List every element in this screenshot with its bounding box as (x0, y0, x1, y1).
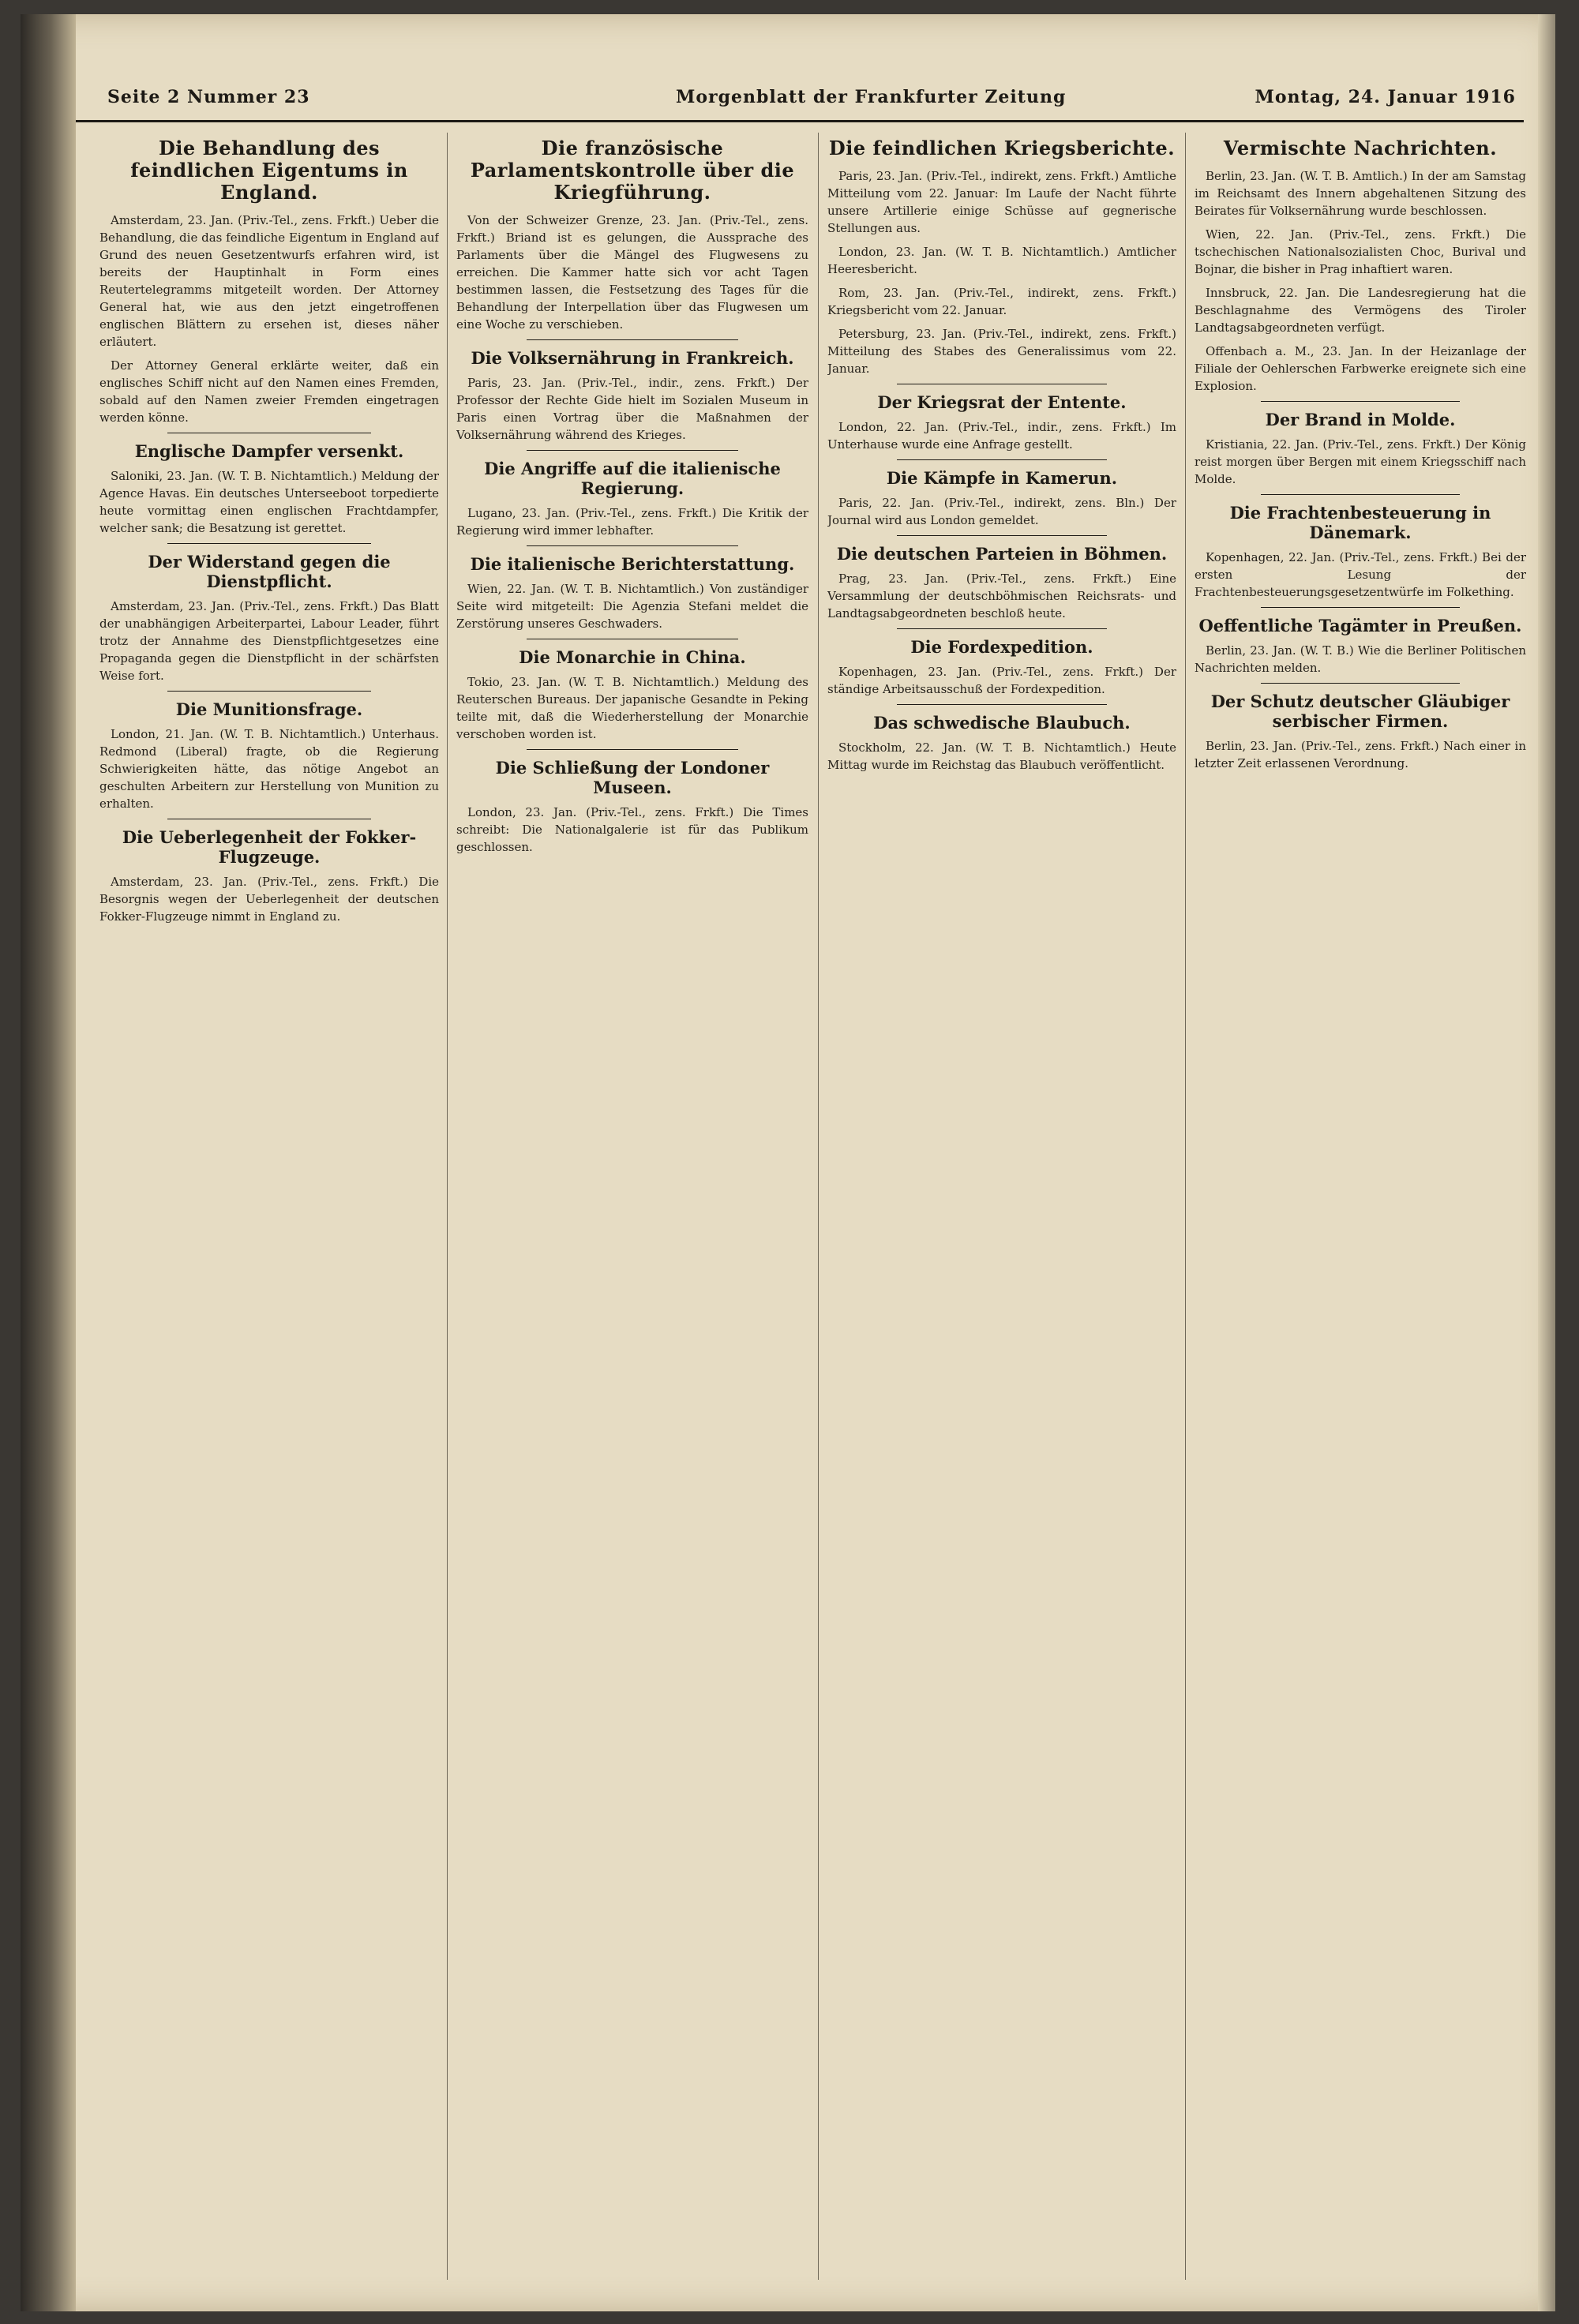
column-separator (818, 133, 819, 2280)
article-text: Kristiania, 22. Jan. (Priv.-Tel., zens. Frkft.) Der König reist morgen über Bergen mit einem Kriegsschiff nach Molde. (1195, 437, 1526, 486)
page-edge (1538, 14, 1555, 2311)
article-text: Innsbruck, 22. Jan. Die Landesregierung hat die Beschlagnahme des Vermögens des Tiroler Landtagsabgeordneten verfügt. (1195, 286, 1526, 335)
column-4 (1195, 133, 1526, 2280)
article-text: Wien, 22. Jan. (Priv.-Tel., zens. Frkft.) Die tschechischen Nationalsozialisten Choc, Burival und Bojnar, die bisher in Prag inhaftiert waren. (1195, 227, 1526, 276)
headline: Oeffentliche Tagämter in Preußen. (1198, 616, 1522, 635)
divider (527, 545, 738, 546)
headline: Die französische Parlamentskontrolle über die Kriegführung. (470, 137, 795, 204)
article-text: Berlin, 23. Jan. (Priv.-Tel., zens. Frkft.) Nach einer in letzter Zeit erlassenen Verordnung. (1195, 739, 1526, 770)
header-center: Morgenblatt der Frankfurter Zeitung (676, 87, 1067, 107)
article-text: Kopenhagen, 23. Jan. (Priv.-Tel., zens. Frkft.) Der ständige Arbeitsausschuß der Fordexpedition. (827, 665, 1176, 696)
column-1 (99, 133, 439, 2280)
divider (897, 459, 1106, 460)
article-text: London, 23. Jan. (W. T. B. Nichtamtlich.) Amtlicher Heeresbericht. (827, 245, 1176, 276)
article-text: Wien, 22. Jan. (W. T. B. Nichtamtlich.) Von zuständiger Seite wird mitgeteilt: Die Agenzia Stefani meldet die Zerstörung unseres Geschwaders. (456, 582, 808, 631)
headline: Die italienische Berichterstattung. (470, 554, 795, 574)
headline: Der Widerstand gegen die Dienstpflicht. (148, 552, 391, 591)
article-text: Von der Schweizer Grenze, 23. Jan. (Priv.-Tel., zens. Frkft.) Briand ist es gelungen, die Aussprache des Parlaments über die Mängel des Flugwesens zu erreichen. Die Kammer hatte sich vor acht Tagen bestimmen lassen, die Festsetzung des Tages für die Behandlung der Interpellation über das Flugwesen um eine Woche zu verschieben. (456, 213, 808, 332)
headline: Die Volksernährung in Frankreich. (471, 348, 794, 368)
article-text: Lugano, 23. Jan. (Priv.-Tel., zens. Frkft.) Die Kritik der Regierung wird immer lebhafter. (456, 506, 808, 538)
column-2 (456, 133, 808, 2280)
book-binding (21, 14, 76, 2311)
article-text: Kopenhagen, 22. Jan. (Priv.-Tel., zens. Frkft.) Bei der ersten Lesung der Frachtenbesteuerungsgesetzentwürfe im Folkething. (1195, 550, 1526, 599)
header-left: Seite 2 Nummer 23 (107, 87, 310, 107)
divider (1261, 401, 1460, 402)
headline: Der Schutz deutscher Gläubiger serbischer Firmen. (1210, 692, 1510, 731)
newspaper-page (21, 14, 1555, 2311)
divider (167, 691, 371, 692)
divider (1261, 683, 1460, 684)
column-3 (827, 133, 1176, 2280)
article-text: Der Attorney General erklärte weiter, daß ein englisches Schiff nicht auf den Namen eines Fremden, sobald auf den Namen zweier Fremden eingetragen werden könne. (99, 358, 439, 425)
headline: Die Munitionsfrage. (175, 699, 363, 719)
divider (167, 543, 371, 544)
headline: Englische Dampfer versenkt. (134, 441, 404, 461)
divider (527, 450, 738, 451)
article-text: Paris, 23. Jan. (Priv.-Tel., indir., zens. Frkft.) Der Professor der Rechte Gide hielt im Sozialen Museum in Paris einen Vortrag über die Maßnahmen der Volksernährung während des Krieges. (456, 376, 808, 442)
header-rule (76, 120, 1524, 122)
article-text: Berlin, 23. Jan. (W. T. B.) Wie die Berliner Politischen Nachrichten melden. (1195, 643, 1526, 675)
article-text: Saloniki, 23. Jan. (W. T. B. Nichtamtlich.) Meldung der Agence Havas. Ein deutsches Unterseeboot torpedierte heute vormittag einen englischen Frachtdampfer, welcher sank; die Besatzung ist gerettet. (99, 469, 439, 535)
article-text: Berlin, 23. Jan. (W. T. B. Amtlich.) In der am Samstag im Reichsamt des Innern abgehaltenen Sitzung des Beirates für Volksernährung wurde beschlossen. (1195, 169, 1526, 218)
article-text: Amsterdam, 23. Jan. (Priv.-Tel., zens. Frkft.) Ueber die Behandlung, die das feindliche Eigentum in England auf Grund des neuen Gesetzentwurfs erfahren wird, ist bereits der Hauptinhalt in Form eines Reutertelegramms mitgeteilt worden. Der Attorney General hat, wie aus den jetzt eingetroffenen englischen Blättern zu ersehen ist, dieses näher erläutert. (99, 213, 439, 349)
headline: Die Frachtenbesteuerung in Dänemark. (1229, 503, 1491, 542)
article-text: London, 22. Jan. (Priv.-Tel., indir., zens. Frkft.) Im Unterhause wurde eine Anfrage gestellt. (827, 420, 1176, 452)
article-text: Amsterdam, 23. Jan. (Priv.-Tel., zens. Frkft.) Die Besorgnis wegen der Ueberlegenheit der deutschen Fokker-Flugzeuge nimmt in England zu. (99, 875, 439, 924)
headline: Der Brand in Molde. (1265, 410, 1456, 429)
article-text: Tokio, 23. Jan. (W. T. B. Nichtamtlich.) Meldung des Reuterschen Bureaus. Der japanische Gesandte in Peking teilte mit, daß die Wiederherstellung der Monarchie verschoben worden ist. (456, 675, 808, 741)
headline: Das schwedische Blaubuch. (873, 713, 1131, 733)
column-separator (447, 133, 448, 2280)
headline: Die Schließung der Londoner Museen. (495, 758, 770, 797)
divider (527, 339, 738, 340)
header-right: Montag, 24. Januar 1916 (1255, 87, 1516, 107)
headline: Die deutschen Parteien in Böhmen. (836, 544, 1168, 564)
headline: Die Monarchie in China. (519, 647, 746, 667)
article-text: Paris, 22. Jan. (Priv.-Tel., indirekt, zens. Bln.) Der Journal wird aus London gemeldet. (827, 496, 1176, 527)
divider (527, 749, 738, 750)
page-header (76, 87, 1524, 122)
headline: Die feindlichen Kriegsberichte. (828, 137, 1176, 159)
headline: Die Angriffe auf die italienische Regierung. (484, 459, 781, 498)
divider (897, 704, 1106, 705)
article-text: Amsterdam, 23. Jan. (Priv.-Tel., zens. Frkft.) Das Blatt der unabhängigen Arbeiterpartei, Labour Leader, führt trotz der Annahme des Dienstpflichtgesetzes eine Propaganda gegen die Dienstpflicht in der schärfsten Weise fort. (99, 599, 439, 683)
article-text: Offenbach a. M., 23. Jan. In der Heizanlage der Filiale der Oehlerschen Farbwerke ereignete sich eine Explosion. (1195, 344, 1526, 393)
headline: Die Behandlung des feindlichen Eigentums in England. (130, 137, 408, 204)
article-text: Prag, 23. Jan. (Priv.-Tel., zens. Frkft.) Eine Versammlung der deutschböhmischen Reichsrats- und Landtagsabgeordneten beschloß heute. (827, 572, 1176, 620)
headline: Die Kämpfe in Kamerun. (886, 468, 1118, 488)
article-text: London, 21. Jan. (W. T. B. Nichtamtlich.) Unterhaus. Redmond (Liberal) fragte, ob die Regierung Schwierigkeiten hätte, das nötige Angebot an geschulten Arbeitern zur Herstellung von Munition zu erhalten. (99, 727, 439, 811)
divider (897, 535, 1106, 536)
headline: Die Fordexpedition. (910, 637, 1093, 657)
divider (897, 628, 1106, 629)
headline: Die Ueberlegenheit der Fokker-Flugzeuge. (122, 827, 417, 867)
article-text: Rom, 23. Jan. (Priv.-Tel., indirekt, zens. Frkft.) Kriegsbericht vom 22. Januar. (827, 286, 1176, 317)
article-text: Stockholm, 22. Jan. (W. T. B. Nichtamtlich.) Heute Mittag wurde im Reichstag das Blaubuch veröffentlicht. (827, 740, 1176, 772)
column-separator (1185, 133, 1186, 2280)
headline: Vermischte Nachrichten. (1223, 137, 1498, 159)
article-text: Paris, 23. Jan. (Priv.-Tel., indirekt, zens. Frkft.) Amtliche Mitteilung vom 22. Januar: Im Laufe der Nacht führte unsere Artillerie einige Schüsse auf gegnerische Stellungen aus. (827, 169, 1176, 235)
divider (1261, 607, 1460, 608)
article-text: London, 23. Jan. (Priv.-Tel., zens. Frkft.) Die Times schreibt: Die Nationalgalerie ist für das Publikum geschlossen. (456, 805, 808, 854)
article-text: Petersburg, 23. Jan. (Priv.-Tel., indirekt, zens. Frkft.) Mitteilung des Stabes des Generalissimus vom 22. Januar. (827, 327, 1176, 376)
headline: Der Kriegsrat der Entente. (877, 392, 1127, 412)
divider (1261, 494, 1460, 495)
